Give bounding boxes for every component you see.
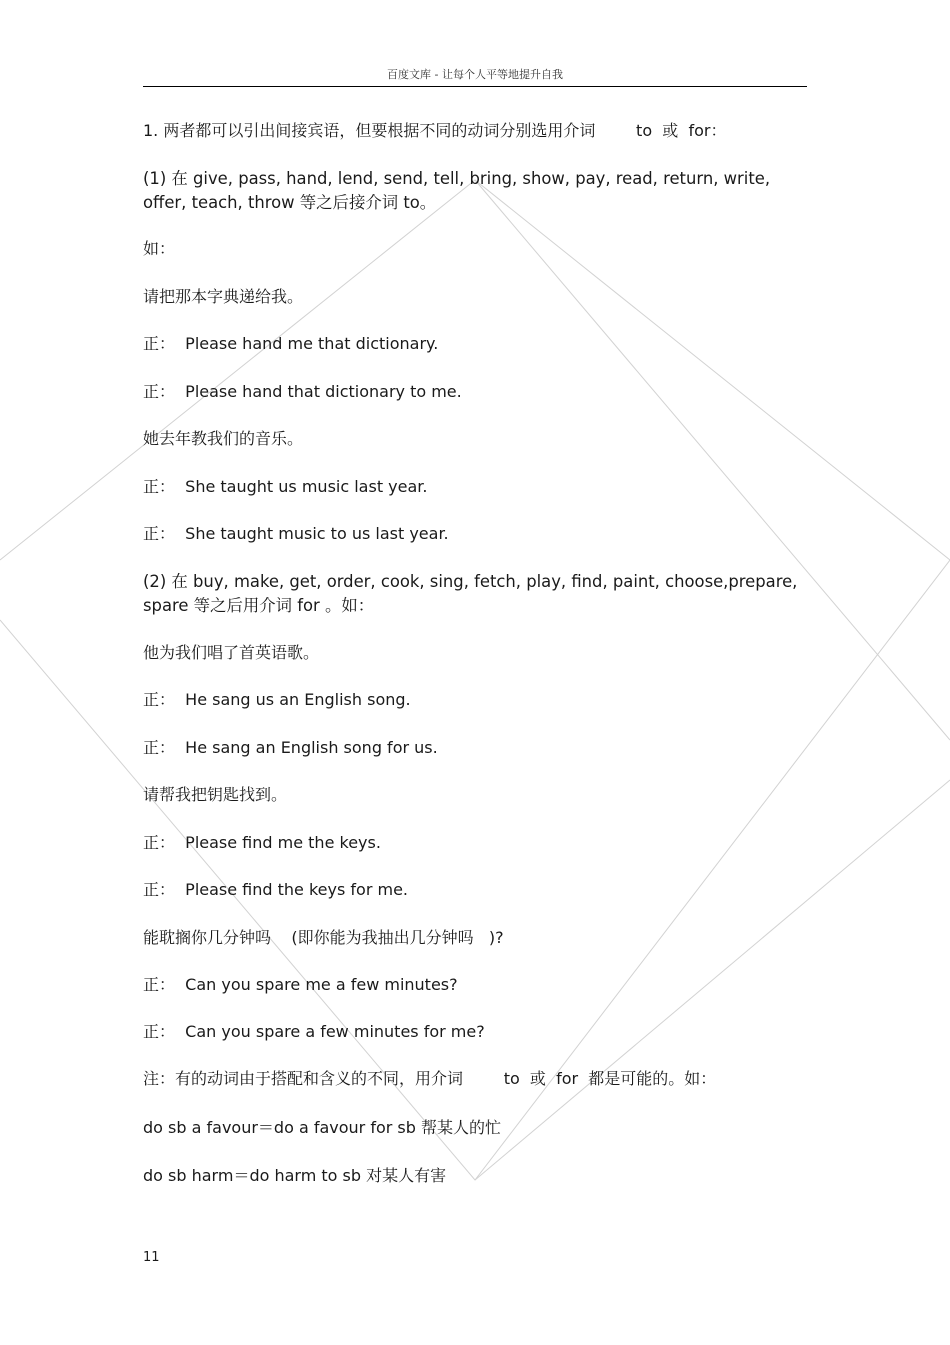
example-1-sentence-b: 正： Please hand that dictionary to me.	[143, 382, 462, 401]
example-4-sentence-a: 正： Please find me the keys.	[143, 833, 381, 852]
example-2-chinese: 她去年教我们的音乐。	[143, 429, 304, 448]
phrase-favour: do sb a favour＝do a favour for sb 帮某人的忙	[143, 1118, 502, 1137]
example-3-sentence-a: 正： He sang us an English song.	[143, 690, 411, 709]
example-5-sentence-b: 正： Can you spare a few minutes for me?	[143, 1022, 485, 1041]
point-1-intro: 1. 两者都可以引出间接宾语，但要根据不同的动词分别选用介词 to 或 for：	[143, 121, 727, 140]
phrase-harm: do sb harm＝do harm to sb 对某人有害	[143, 1166, 447, 1185]
example-1-chinese: 请把那本字典递给我。	[143, 287, 304, 306]
example-5-sentence-a: 正： Can you spare me a few minutes?	[143, 975, 458, 994]
rule-2-for-verbs: (2) 在 buy, make, get, order, cook, sing, fetch, play, find, paint, choose,prepare, spare 等之后用介词 for 。如：	[143, 572, 798, 615]
header-divider	[143, 86, 807, 87]
example-1-sentence-a: 正： Please hand me that dictionary.	[143, 334, 439, 353]
example-5-chinese: 能耽搁你几分钟吗 (即你能为我抽出几分钟吗 )?	[143, 928, 504, 947]
document-header: 百度文库 - 让每个人平等地提升自我	[387, 68, 563, 81]
note-paragraph: 注：有的动词由于搭配和含义的不同，用介词 to 或 for 都是可能的。如：	[143, 1069, 717, 1088]
example-2-sentence-b: 正： She taught music to us last year.	[143, 524, 449, 543]
example-2-sentence-a: 正： She taught us music last year.	[143, 477, 428, 496]
example-3-sentence-b: 正： He sang an English song for us.	[143, 738, 438, 757]
example-3-chinese: 他为我们唱了首英语歌。	[143, 643, 320, 662]
rule-1-to-verbs: (1) 在 give, pass, hand, lend, send, tell, bring, show, pay, read, return, write, offer, teach, throw 等之后接介词 to。	[143, 169, 771, 212]
example-label: 如：	[143, 239, 176, 258]
page-number: 11	[143, 1250, 160, 1265]
example-4-chinese: 请帮我把钥匙找到。	[143, 785, 288, 804]
example-4-sentence-b: 正： Please find the keys for me.	[143, 880, 409, 899]
